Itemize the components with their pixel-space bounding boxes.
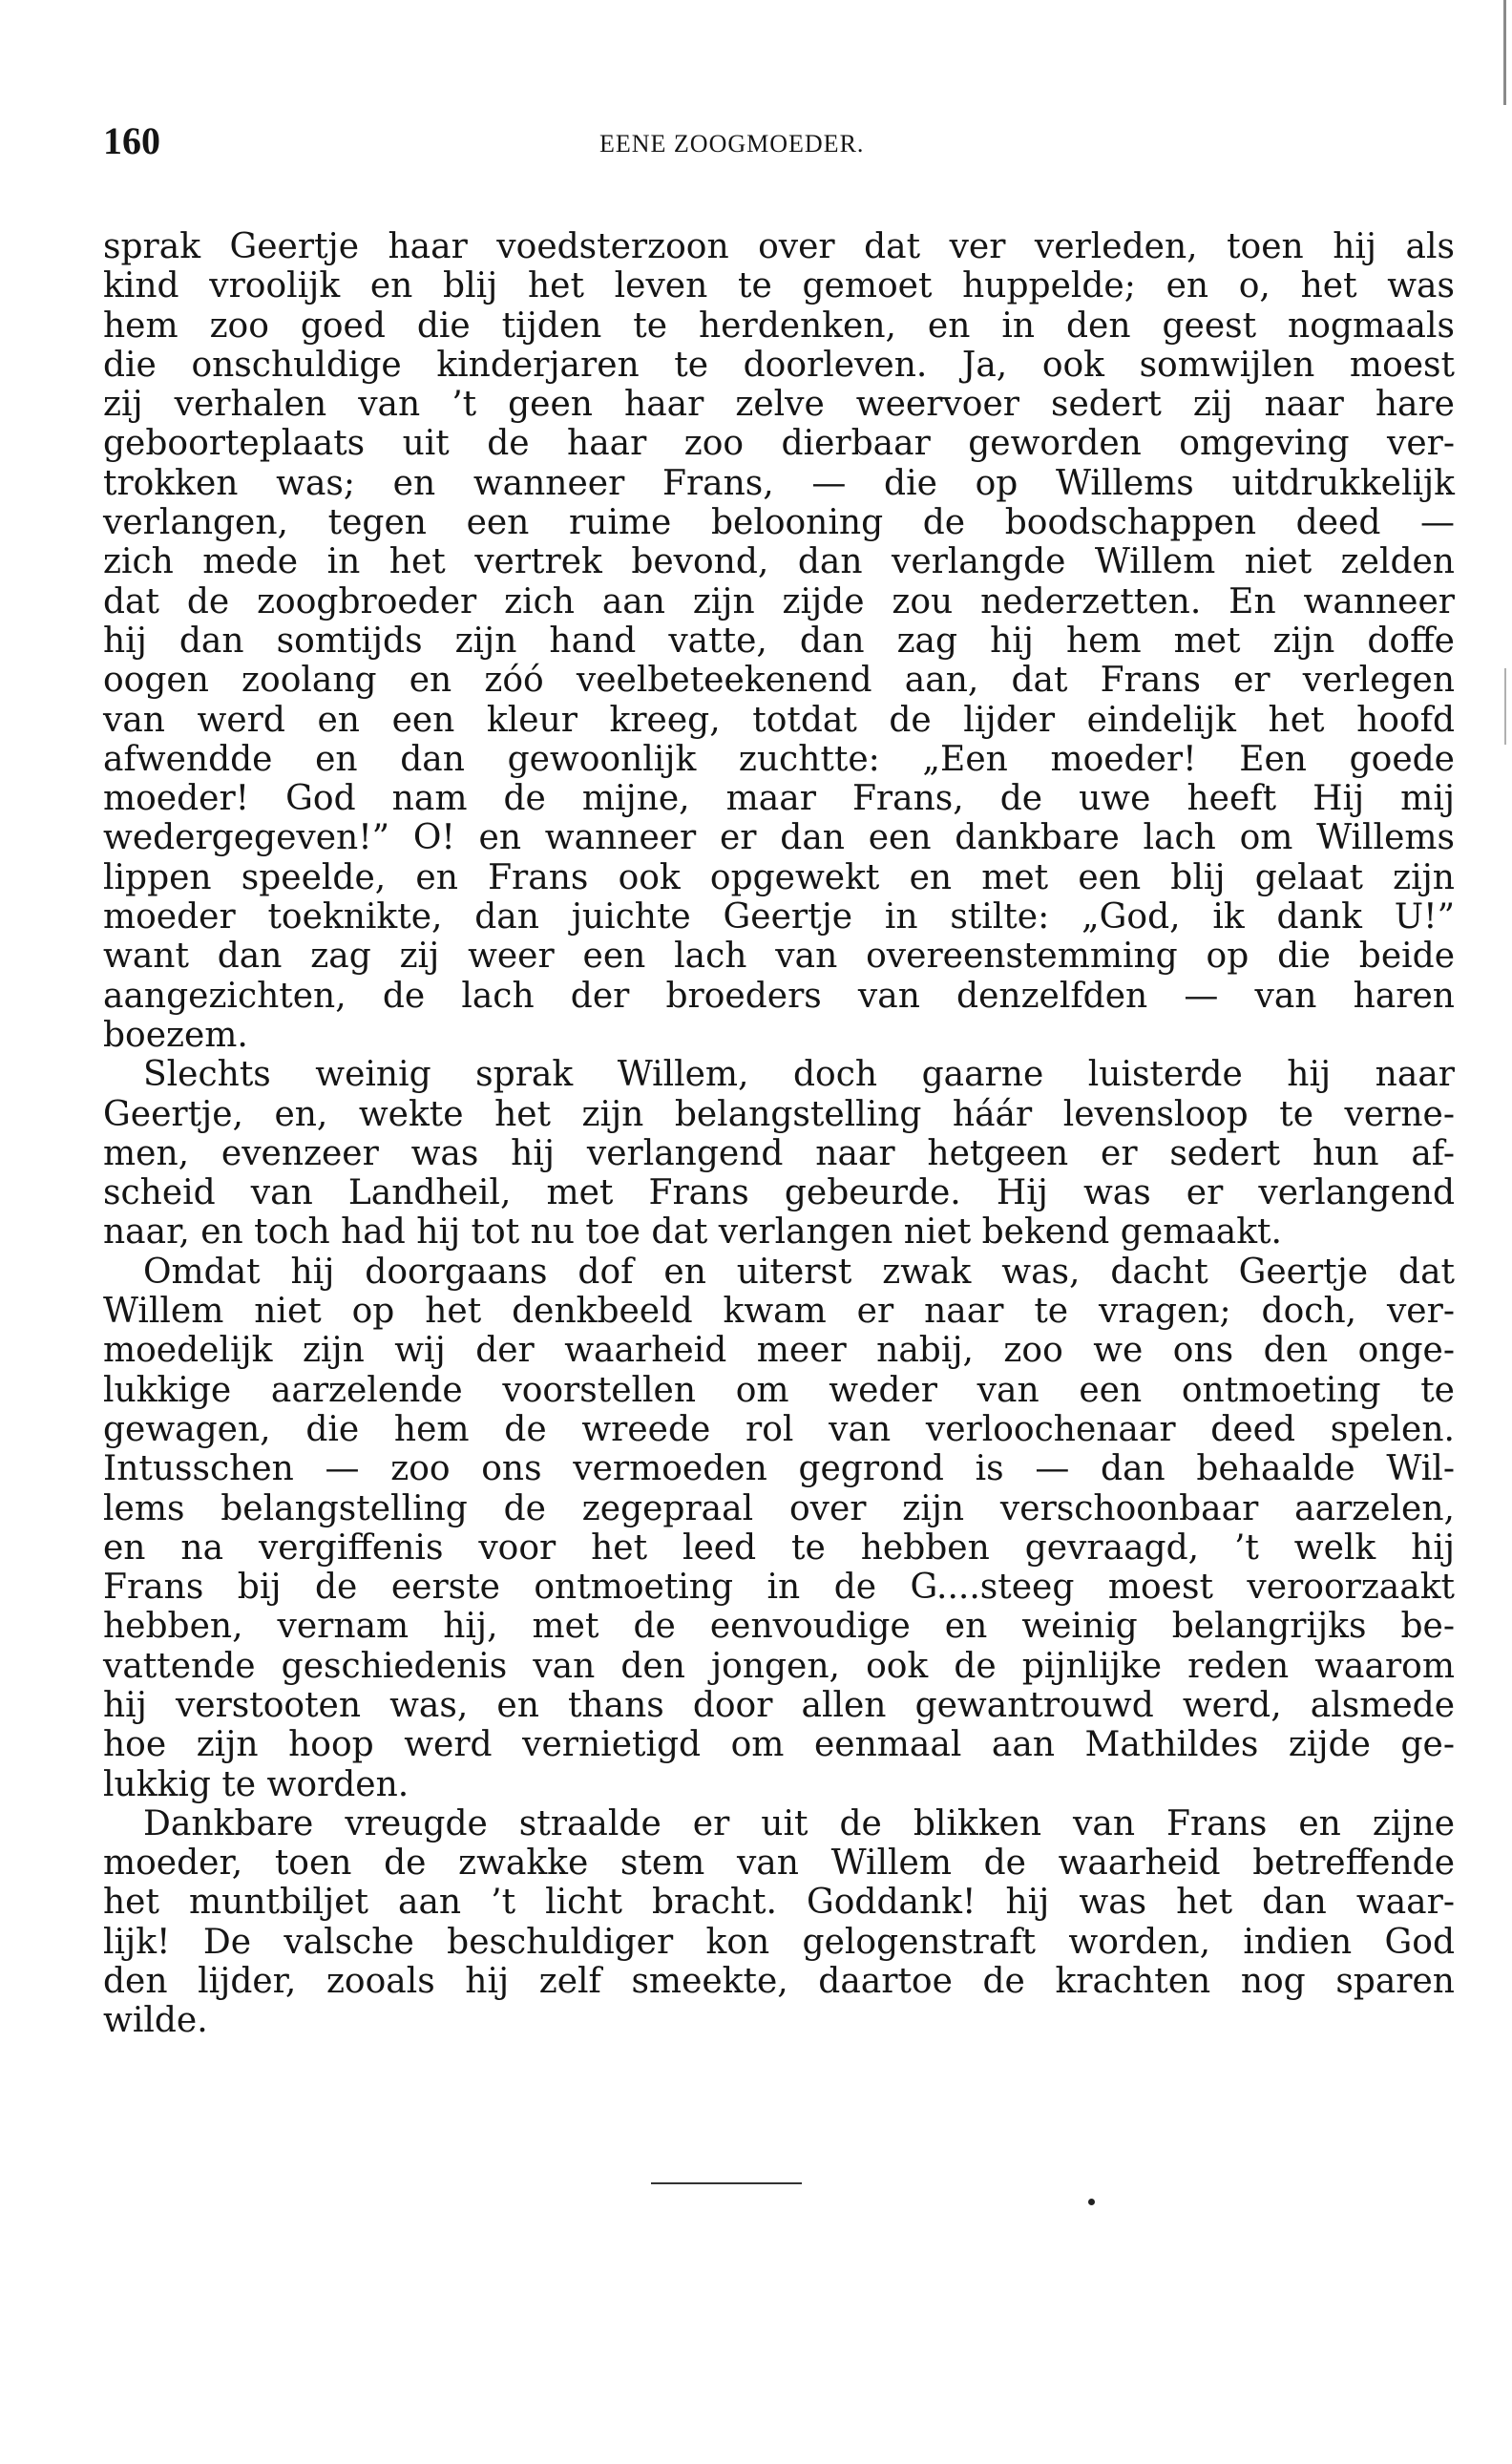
text-line: Omdat hij doorgaans dof en uiterst zwak was, dacht Geertje dat: [143, 1252, 1455, 1292]
text-line: moeder! God nam de mijne, maar Frans, de uwe heeft Hij mij: [103, 779, 1455, 819]
text-line: Slechts weinig sprak Willem, doch gaarne luisterde hij naar: [143, 1055, 1455, 1095]
text-line: wilde.: [103, 2001, 208, 2041]
text-line: aangezichten, de lach der broeders van denzelfden — van haren: [103, 976, 1455, 1016]
text-line: men, evenzeer was hij verlangend naar hetgeen er sedert hun af-: [103, 1133, 1455, 1173]
text-line: moeder toeknikte, dan juichte Geertje in stilte: „God, ik dank U!”: [103, 897, 1455, 937]
text-line: en na vergiffenis voor het leed te hebben gevraagd, ’t welk hij: [103, 1527, 1455, 1568]
text-line: gewagen, die hem de wreede rol van verloochenaar deed spelen.: [103, 1409, 1455, 1449]
text-line: scheid van Landheil, met Frans gebeurde. Hij was er verlangend: [103, 1173, 1455, 1213]
body-text: [103, 227, 1455, 2041]
text-line: hij verstooten was, en thans door allen gewantrouwd werd, alsmede: [103, 1685, 1455, 1725]
text-line: den lijder, zooals hij zelf smeekte, daartoe de krachten nog sparen: [103, 1962, 1455, 2002]
text-line: Dankbare vreugde straalde er uit de blikken van Frans en zijne: [143, 1803, 1455, 1843]
section-end-rule: [651, 2182, 802, 2184]
text-line: geboorteplaats uit de haar zoo dierbaar geworden omgeving ver-: [103, 424, 1455, 464]
text-line: lems belangstelling de zegepraal over zijn verschoonbaar aarzelen,: [103, 1488, 1455, 1528]
printer-dot: [1088, 2199, 1095, 2205]
text-line: lukkig te worden.: [103, 1764, 410, 1804]
text-line: hebben, vernam hij, met de eenvoudige en weinig belangrijks be-: [103, 1607, 1455, 1647]
text-line: boezem.: [103, 1015, 248, 1055]
page-edge-mark: [1504, 668, 1506, 745]
text-line: moeder, toen de zwakke stem van Willem de waarheid betreffende: [103, 1843, 1455, 1884]
text-line: afwendde en dan gewoonlijk zuchtte: „Een moeder! Een goede: [103, 739, 1455, 779]
text-line: verlangen, tegen een ruime belooning de boodschappen deed —: [103, 503, 1455, 543]
text-line: lippen speelde, en Frans ook opgewekt en met een blij gelaat zijn: [103, 857, 1455, 897]
text-line: oogen zoolang en zóó veelbeteekenend aan, dat Frans er verlegen: [103, 661, 1455, 701]
text-line: die onschuldige kinderjaren te doorleven. Ja, ook somwijlen moest: [103, 345, 1455, 385]
text-line: het muntbiljet aan ’t licht bracht. Goddank! hij was het dan waar-: [103, 1883, 1455, 1923]
text-line: lukkige aarzelende voorstellen om weder van een ontmoeting te: [103, 1370, 1455, 1410]
text-line: want dan zag zij weer een lach van overeenstemming op die beide: [103, 937, 1455, 977]
page-edge-mark: [1503, 0, 1506, 105]
text-line: naar, en toch had hij tot nu toe dat verlangen niet bekend gemaakt.: [103, 1212, 1282, 1253]
text-line: kind vroolijk en blij het leven te gemoet huppelde; en o, het was: [103, 266, 1455, 306]
text-line: zij verhalen van ’t geen haar zelve weervoer sedert zij naar hare: [103, 385, 1455, 425]
text-line: hoe zijn hoop werd vernietigd om eenmaal aan Mathildes zijde ge-: [103, 1725, 1455, 1765]
text-line: lijk! De valsche beschuldiger kon gelogenstraft worden, indien God: [103, 1922, 1455, 1962]
text-line: sprak Geertje haar voedsterzoon over dat ver verleden, toen hij als: [103, 227, 1455, 266]
text-line: wedergegeven!” O! en wanneer er dan een dankbare lach om Willems: [103, 818, 1455, 858]
text-line: vattende geschiedenis van den jongen, ook de pijnlijke reden waarom: [103, 1646, 1455, 1686]
text-line: Willem niet op het denkbeeld kwam er naar te vragen; doch, ver-: [103, 1292, 1455, 1332]
text-line: van werd en een kleur kreeg, totdat de lijder eindelijk het hoofd: [103, 700, 1455, 740]
text-line: Intusschen — zoo ons vermoeden gegrond is — dan behaalde Wil-: [103, 1449, 1455, 1489]
text-line: moedelijk zijn wij der waarheid meer nabij, zoo we ons den onge-: [103, 1331, 1455, 1371]
text-line: trokken was; en wanneer Frans, — die op Willems uitdrukkelijk: [103, 463, 1455, 503]
page-header: [103, 113, 1449, 170]
page-number: 160: [103, 119, 160, 162]
text-line: Geertje, en, wekte het zijn belangstelling háár levensloop te verne-: [103, 1094, 1455, 1134]
text-line: dat de zoogbroeder zich aan zijn zijde zou nederzetten. En wanneer: [103, 581, 1455, 621]
text-line: Frans bij de eerste ontmoeting in de G....steeg moest veroorzaakt: [103, 1568, 1455, 1608]
running-title: EENE ZOOGMOEDER.: [599, 130, 865, 158]
text-line: hij dan somtijds zijn hand vatte, dan zag hij hem met zijn doffe: [103, 621, 1455, 661]
text-line: hem zoo goed die tijden te herdenken, en in den geest nogmaals: [103, 305, 1455, 346]
text-line: zich mede in het vertrek bevond, dan verlangde Willem niet zelden: [103, 542, 1455, 582]
